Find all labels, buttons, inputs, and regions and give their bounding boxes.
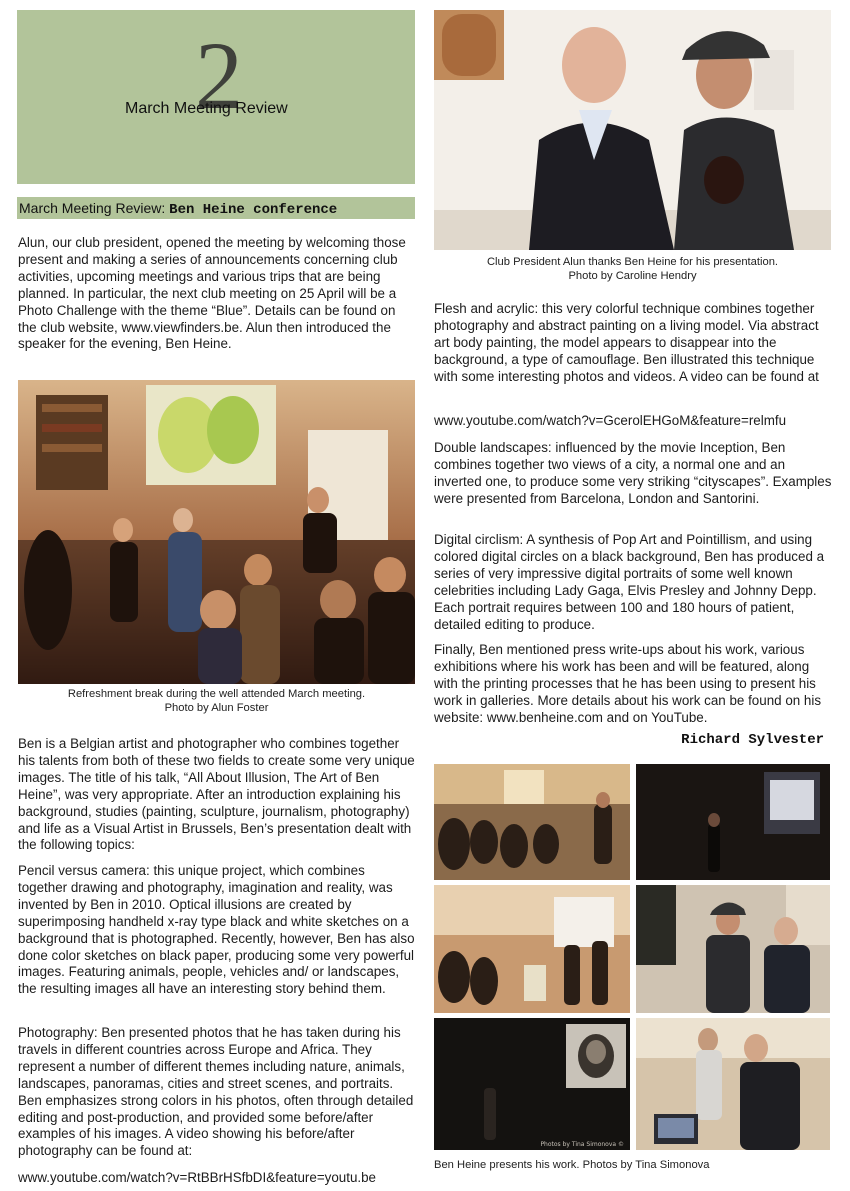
grid-photo-audience (434, 764, 630, 880)
refreshment-photo-caption (18, 688, 415, 715)
issue-number: 2 (195, 22, 243, 129)
header-title: March Meeting Review (125, 100, 288, 117)
photo-grid-caption: Ben Heine presents his work. Photos by Tina Simonova (434, 1159, 710, 1171)
grid-photo-projection (636, 764, 830, 880)
issue-header (17, 10, 415, 184)
intro-paragraph: Alun, our club president, opened the meeting by welcoming those present and making a series of announcements concerning club activities, upcoming meetings and various trips that are being planned. In particular, the next club meeting on 25 April will be a Photo Challenge with the theme “Blue”. Details can be found on the club website, www.viewfinders.be. Alun then introduced the speaker for the evening, Ben Heine. (18, 235, 406, 352)
photography-paragraph: Photography: Ben presented photos that he has taken during his travels in different countries across Europe and Africa. They represent a number of different themes including nature, animals, landscapes, panoramas, cities and street scenes, and portraits. Ben emphasizes strong colors in his photos, often through detailed editing and post-production, and provided some before/after examples of his images. A video showing his before/after photography can be found at: (18, 1025, 414, 1159)
flesh-acrylic-paragraph: Flesh and acrylic: this very colorful technique combines together photography and abstract painting on a living model. Via abstract art body painting, the model appears to disappear into the background, a type of camouflage. Ben illustrated this technique with some interesting photos and videos. A video can be found at (434, 301, 819, 384)
grid-photo-watermark: Photos by Tina Simonova © (540, 1141, 624, 1148)
double-landscapes-paragraph: Double landscapes: influenced by the movie Inception, Ben combines together two views of a city, a normal one and an inverted one, to produce some very striking “cityscapes”. Examples were presented from Barcelona, London and Santorini. (434, 440, 832, 506)
president-caption-line1: Club President Alun thanks Ben Heine for his presentation. (486, 256, 779, 268)
digital-circlism-paragraph: Digital circlism: A synthesis of Pop Art and Pointillism, and using colored digital circles on a black background, Ben has produced a series of very impressive digital portraits of some well known celebrities including Lady Gaga, Elvis Presley and Johnny Depp. Each portrait requires between 100 and 180 hours of patient, detailed editing to produce. (434, 532, 825, 632)
president-thanks-photo (434, 10, 831, 250)
grid-photo-presentation (434, 885, 630, 1013)
grid-photo-circlism-portrait (434, 1018, 630, 1150)
section-title-bar (17, 197, 415, 219)
president-photo-caption (434, 256, 831, 283)
refreshment-caption-line1: Refreshment break during the well attended March meeting. (67, 688, 366, 700)
grid-photo-conversation (636, 885, 830, 1013)
author-signoff: Richard Sylvester (681, 732, 824, 748)
finally-paragraph: Finally, Ben mentioned press write-ups about his work, various exhibitions where his work has been and will be featured, along with the printing processes that he has been using to present his work in galleries. More details about his work can be found on his website: www.benheine.com and on YouTube. (434, 642, 822, 725)
section-title-subject: Ben Heine conference (169, 202, 338, 218)
section-title-prefix: March Meeting Review: (19, 200, 166, 216)
president-caption-line2: Photo by Caroline Hendry (568, 269, 697, 282)
refreshment-break-photo (18, 380, 415, 684)
grid-photo-laptop (636, 1018, 830, 1150)
refreshment-caption-line2: Photo by Alun Foster (164, 701, 269, 714)
bio-paragraph: Ben is a Belgian artist and photographer who combines together his talents from both of these two fields to create some very unique images. The title of his talk, “All About Illusion, The Art of Ben Heine”, was very appropriate. After an introduction explaining his background, studies (painting, sculpture, journalism, photography) and life as a Visual Artist in Brussels, Ben’s presentation dealt with the following topics: (18, 736, 415, 853)
flesh-video-link[interactable]: www.youtube.com/watch?v=GcerolEHGoM&feature=relmfu (434, 413, 787, 428)
pencil-camera-paragraph: Pencil versus camera: this unique project, which combines together drawing and photography, imagination and reality, was invented by Ben in 2010. Optical illusions are created by superimposing handheld x-ray type black and white sketches on a background that is photographed. Recently, however, Ben has also done color sketches on black paper, producing some very powerful images. Featuring animals, people, vehicles and/ or landscapes, the resulting images all have an interesting story behind them. (18, 863, 415, 997)
photography-video-link[interactable]: www.youtube.com/watch?v=RtBBrHSfbDI&feature=youtu.be (18, 1170, 377, 1185)
